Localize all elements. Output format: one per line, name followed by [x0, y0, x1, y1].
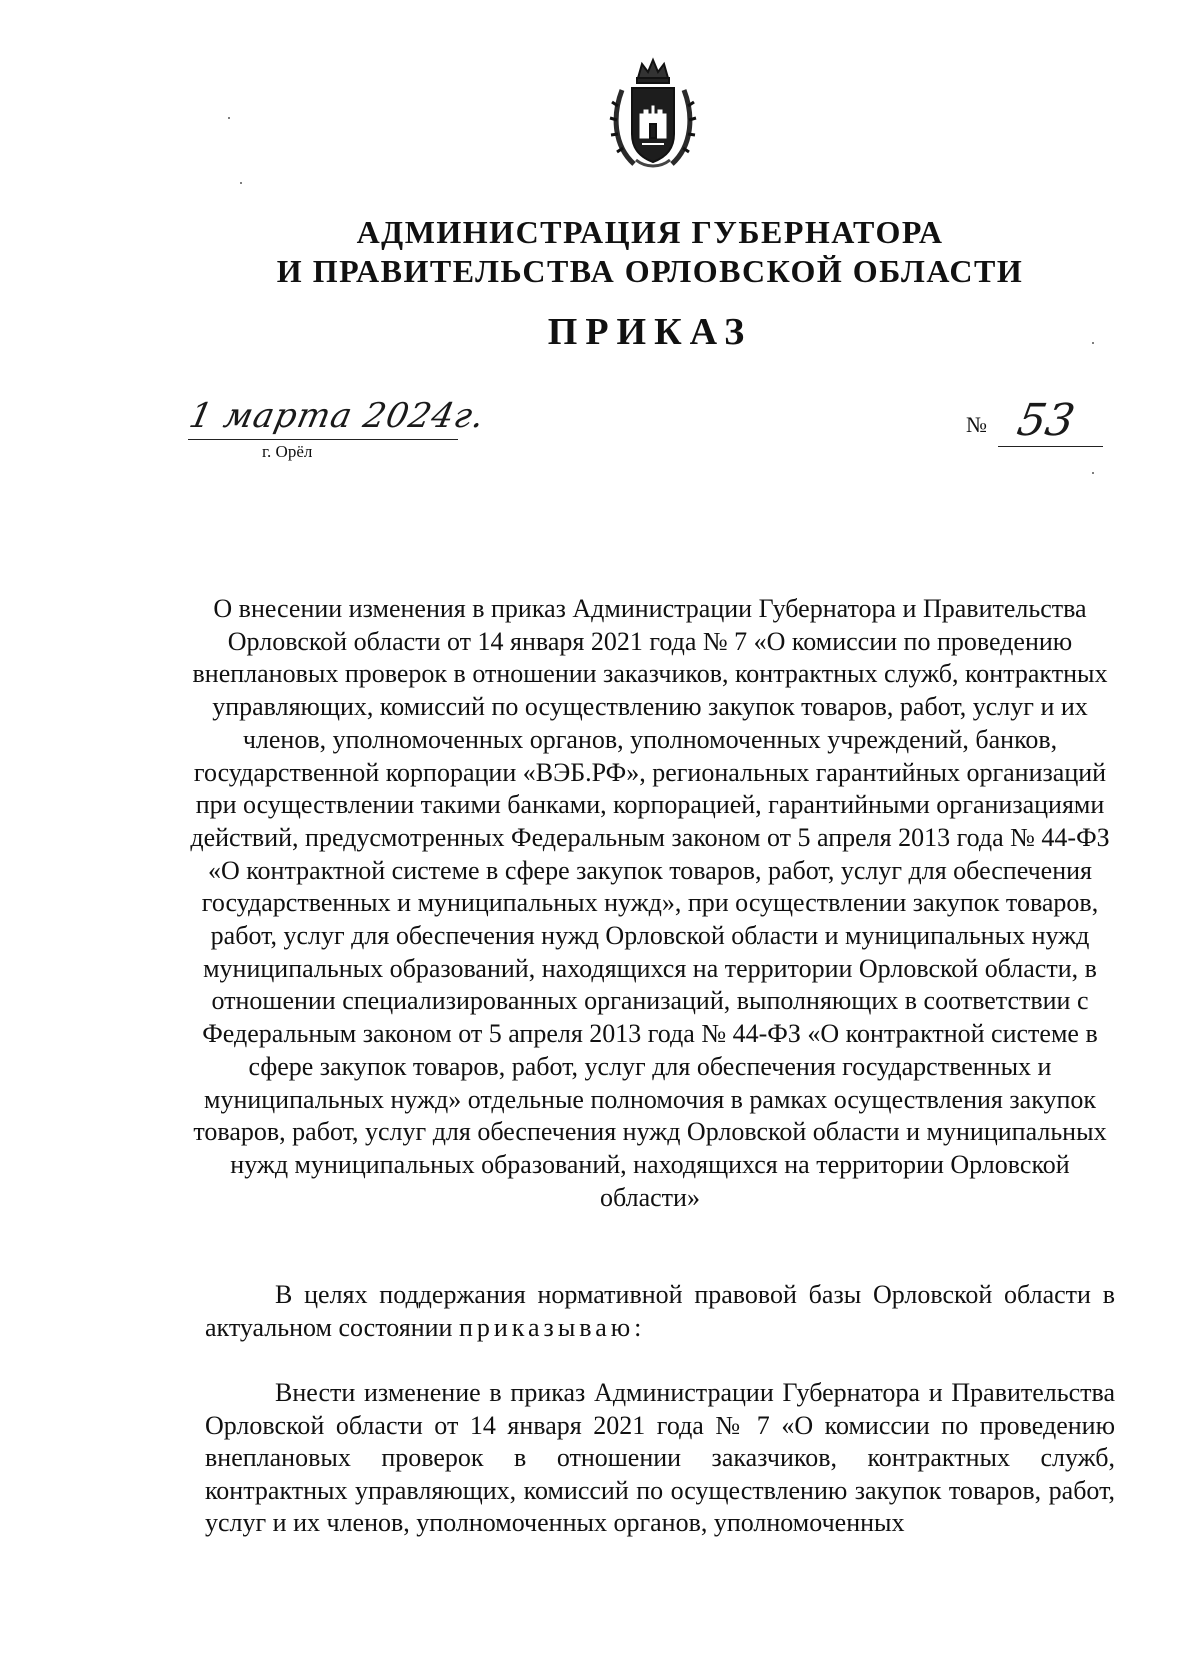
- handwritten-date: 1 марта 2024г.: [185, 396, 489, 436]
- organization-title-line-1: АДМИНИСТРАЦИЯ ГУБЕРНАТОРА: [356, 214, 944, 250]
- preamble-paragraph: [205, 1279, 1115, 1344]
- date-underline: [188, 439, 458, 440]
- operative-paragraph: Внести изменение в приказ Администрации Губернатора и Правительства Орловской области от 14 января 2021 года № 7 «О комиссии по проведению внеплановых проверок в отношении заказчиков, контрактных служб, контрактных управляющих, комиссий по осуществлению закупок товаров, работ, услуг и их членов, уполномоченных органов, уполномоченных: [205, 1378, 1115, 1537]
- order-verb: приказываю:: [458, 1312, 646, 1342]
- city-label: г. Орёл: [262, 442, 313, 461]
- order-subject: О внесении изменения в приказ Администрации Губернатора и Правительства Орловской области от 14 января 2021 года № 7 «О комиссии по проведению внеплановых проверок в отношении заказчиков, контрактных служб, контрактных управляющих, комиссий по осуществлению закупок товаров, работ, услуг и их членов, уполномоченных органов, уполномоченных учреждений, банков, государственной корпорации «ВЭБ.РФ», региональных гарантийных организаций при осуществлении такими банками, корпорацией, гарантийными организациями действий, предусмотренных Федеральным законом от 5 апреля 2013 года № 44-ФЗ «О контрактной системе в сфере закупок товаров, работ, услуг для обеспечения государственных и муниципальных нужд», при осуществлении закупок товаров, работ, услуг для обеспечения нужд Орловской области и муниципальных нужд муниципальных образований, находящихся на территории Орловской области, в отношении специализированных организаций, выполняющих в соответствии с Федеральным законом от 5 апреля 2013 года № 44-ФЗ «О контрактной системе в сфере закупок товаров, работ, услуг для обеспечения государственных и муниципальных нужд» отдельные полномочия в рамках осуществления закупок товаров, работ, услуг для обеспечения нужд Орловской области и муниципальных нужд муниципальных образований, находящихся на территории Орловской области»: [190, 594, 1110, 1212]
- organization-title-line-2: И ПРАВИТЕЛЬСТВА ОРЛОВСКОЙ ОБЛАСТИ: [276, 253, 1024, 289]
- number-underline: [998, 446, 1103, 447]
- number-sign-label: №: [966, 412, 987, 437]
- document-type-title: ПРИКАЗ: [547, 311, 753, 353]
- coat-of-arms-emblem: [608, 56, 698, 172]
- preamble-text: В целях поддержания нормативной правовой базы Орловской области в актуальном состоянии: [205, 1280, 1115, 1342]
- handwritten-order-number: 53: [1013, 395, 1079, 446]
